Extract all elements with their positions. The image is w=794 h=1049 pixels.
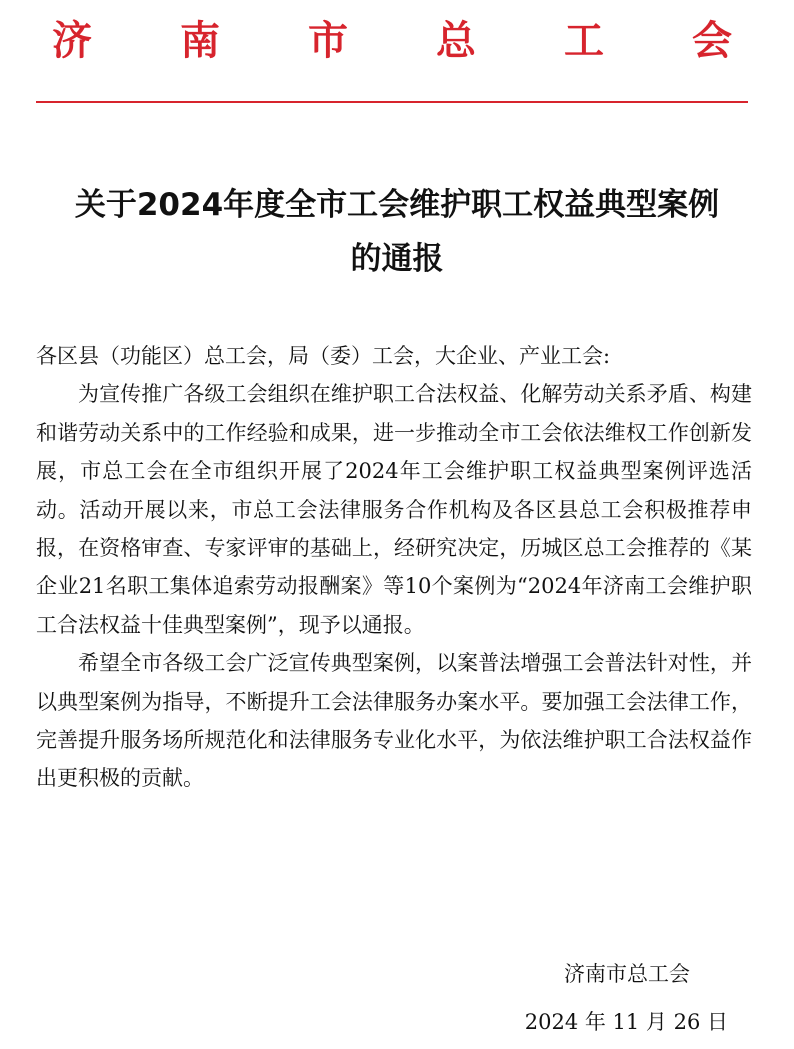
title-line-1: 关于2024年度全市工会维护职工权益典型案例	[74, 187, 720, 223]
masthead-char: 市	[308, 18, 348, 64]
title-line-2: 的通报	[350, 241, 444, 277]
masthead	[36, 6, 748, 76]
masthead-char: 会	[692, 18, 732, 64]
salutation: 各区县（功能区）总工会，局（委）工会，大企业、产业工会:	[36, 344, 611, 368]
masthead-char: 工	[564, 18, 604, 64]
masthead-char: 南	[180, 18, 220, 64]
signature-date: 2024 年 11 月 26 日	[524, 1010, 728, 1034]
document-title	[20, 178, 774, 286]
masthead-char: 济	[52, 18, 92, 64]
signature-organization: 济南市总工会	[564, 962, 690, 986]
masthead-divider	[36, 101, 748, 103]
signature-block	[525, 950, 728, 1046]
body-paragraph-1: 为宣传推广各级工会组织在维护职工合法权益、化解劳动关系矛盾、构建和谐劳动关系中的工作经验和成果，进一步推动全市工会依法维权工作创新发展，市总工会在全市组织开展了2024年工会维护职工权益典型案例评选活动。活动开展以来，市总工会法律服务合作机构及各区县总工会积极推荐申报，在资格审查、专家评审的基础上，经研究决定，历城区总工会推荐的《某企业21名职工集体追索劳动报酬案》等10个案例为“2024年济南工会维护职工合法权益十佳典型案例”，现予以通报。	[36, 382, 752, 637]
masthead-char: 总	[436, 18, 476, 64]
body-paragraph-2: 希望全市各级工会广泛宣传典型案例，以案普法增强工会普法针对性，并以典型案例为指导，不断提升工会法律服务办案水平。要加强工会法律工作，完善提升服务场所规范化和法律服务专业化水平，为依法维护职工合法权益作出更积极的贡献。	[36, 651, 752, 791]
document-body	[36, 337, 752, 798]
